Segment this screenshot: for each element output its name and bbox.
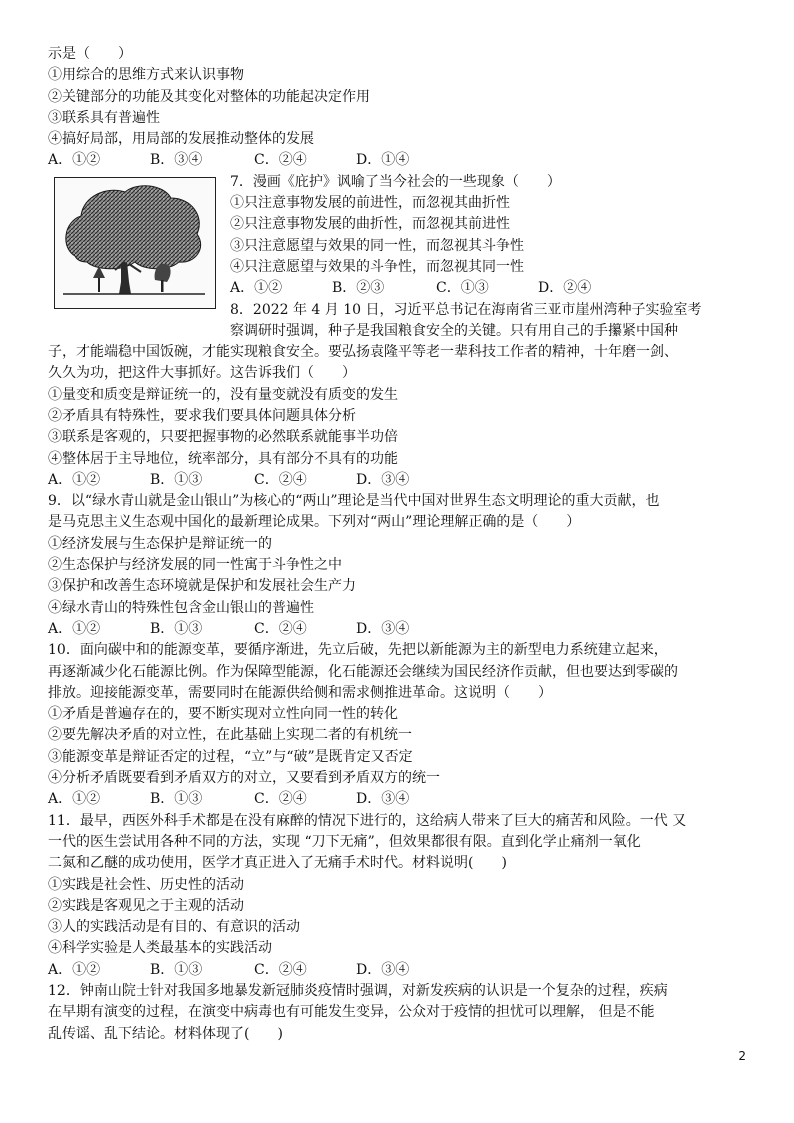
choice-a: A．①② — [48, 471, 101, 488]
question-stem: 示是（ ） — [48, 46, 132, 62]
question-stem: 子，才能端稳中国饭碗，才能实现粮食安全。要弘扬袁隆平等老一辈科技工作者的精神，十年磨一剑、 — [48, 344, 678, 361]
statement-2: ②只注意事物发展的曲折性，而忽视其前进性 — [230, 216, 510, 233]
choice-d: D．③④ — [356, 471, 410, 488]
question-7-text — [230, 172, 760, 321]
statement-2: ②矛盾具有特殊性，要求我们要具体问题具体分析 — [48, 407, 356, 424]
statement-3: ③联系是客观的，只要把握事物的必然联系就能事半功倍 — [48, 429, 398, 446]
statement-4: ④绿水青山的特殊性包含金山银山的普遍性 — [48, 599, 314, 616]
choice-c: C．②④ — [254, 791, 307, 808]
statement-3: ③人的实践活动是有目的、有意识的活动 — [48, 919, 300, 936]
question-stem: 9．以“绿水青山就是金山银山”为核心的“两山”理论是当代中国对世界生态文明理论的重大贡献，也 — [48, 493, 660, 510]
question-stem: 排放。迎接能源变革，需要同时在能源供给侧和需求侧推进革命。这说明（ ） — [48, 684, 552, 701]
choice-a: A．①② — [48, 791, 101, 808]
choice-c: C．②④ — [254, 152, 307, 169]
cartoon-tree-icon — [54, 177, 216, 309]
statement-3: ③只注意愿望与效果的同一性，而忽视其斗争性 — [230, 237, 524, 254]
choice-b: B．③④ — [150, 152, 203, 169]
statement-1: ①矛盾是普遍存在的，要不断实现对立性向同一性的转化 — [48, 706, 398, 723]
statement-4: ④分析矛盾既要看到矛盾双方的对立，又要看到矛盾双方的统一 — [48, 770, 440, 787]
statement-1: ①只注意事物发展的前进性，而忽视其曲折性 — [230, 195, 510, 212]
choice-d: D．①④ — [356, 152, 410, 169]
choice-c: C．②④ — [254, 620, 307, 637]
choice-c: C．②④ — [254, 961, 307, 978]
statement-3: ③联系具有普遍性 — [48, 109, 160, 126]
question-7 — [48, 172, 758, 321]
statement-3: ③保护和改善生态环境就是保护和发展社会生产力 — [48, 578, 356, 595]
question-6 — [48, 44, 758, 172]
choice-b: B．①③ — [150, 471, 203, 488]
statement-2: ②实践是客观见之于主观的活动 — [48, 897, 244, 914]
choice-d: D．③④ — [356, 620, 410, 637]
question-8 — [48, 321, 758, 491]
question-11 — [48, 811, 758, 981]
page-number: 2 — [738, 1049, 746, 1063]
question-stem: 察调研时强调，种子是我国粮食安全的关键。只有用自己的手攥紧中国种 — [230, 322, 678, 339]
answer-choices — [48, 470, 758, 491]
question-stem: 10．面向碳中和的能源变革，要循序渐进，先立后破，先把以新能源为主的新型电力系统建立起来， — [48, 642, 668, 659]
question-8-stem-line-1: 8．2022 年 4 月 10 日，习近平总书记在海南省三亚市崖州湾种子实验室考 — [230, 301, 702, 318]
answer-choices — [48, 619, 758, 640]
question-stem: 在早期有演变的过程，在演变中病毒也有可能发生变异，公众对于疫情的担忧可以理解， 但是不能 — [48, 1004, 655, 1021]
question-stem: 乱传谣、乱下结论。材料体现了( ) — [48, 1025, 283, 1042]
answer-choices — [48, 150, 758, 171]
choice-b: B．②③ — [332, 280, 385, 297]
statement-1: ①经济发展与生态保护是辩证统一的 — [48, 535, 272, 552]
choice-b: B．①③ — [150, 791, 203, 808]
question-stem: 7．漫画《庇护》讽喻了当今社会的一些现象（ ） — [230, 173, 561, 190]
question-stem: 12．钟南山院士针对我国多地暴发新冠肺炎疫情时强调，对新发疾病的认识是一个复杂的过程，疾病 — [48, 982, 668, 999]
statement-1: ①用综合的思维方式来认识事物 — [48, 67, 244, 84]
answer-choices — [230, 278, 760, 299]
question-stem: 是马克思主义生态观中国化的最新理论成果。下列对“两山”理论理解正确的是（ ） — [48, 514, 581, 531]
choice-d: D．②④ — [538, 280, 592, 297]
question-12 — [48, 981, 758, 1045]
statement-2: ②生态保护与经济发展的同一性寓于斗争性之中 — [48, 557, 342, 574]
choice-d: D．③④ — [356, 791, 410, 808]
statement-4: ④科学实验是人类最基本的实践活动 — [48, 940, 272, 957]
choice-b: B．①③ — [150, 620, 203, 637]
choice-c: C．①③ — [436, 280, 489, 297]
choice-a: A．①② — [48, 620, 101, 637]
statement-1: ①实践是社会性、历史性的活动 — [48, 876, 244, 893]
question-10 — [48, 640, 758, 810]
choice-a: A．①② — [48, 152, 101, 169]
statement-4: ④只注意愿望与效果的斗争性，而忽视其同一性 — [230, 258, 524, 275]
statement-4: ④搞好局部，用局部的发展推动整体的发展 — [48, 131, 314, 148]
question-stem: 一代的医生尝试用各种不同的方法，实现 “刀下无痛”，但效果都很有限。直到化学止痛剂一氧化 — [48, 833, 641, 850]
answer-choices — [48, 789, 758, 810]
statement-3: ③能源变革是辩证否定的过程，“立”与“破”是既肯定又否定 — [48, 748, 413, 765]
question-stem: 11．最早，西医外科手术都是在没有麻醉的情况下进行的，这给病人带来了巨大的痛苦和风险。一代 又 — [48, 812, 687, 829]
choice-b: B．①③ — [150, 961, 203, 978]
question-9 — [48, 491, 758, 640]
question-stem: 久久为功，把这件大事抓好。这告诉我们（ ） — [48, 365, 356, 382]
statement-2: ②关键部分的功能及其变化对整体的功能起决定作用 — [48, 88, 370, 105]
question-stem: 二氮和乙醚的成功使用，医学才真正进入了无痛手术时代。材料说明( ) — [48, 855, 507, 872]
answer-choices — [48, 960, 758, 981]
choice-d: D．③④ — [356, 961, 410, 978]
choice-a: A．①② — [230, 280, 283, 297]
question-stem: 再逐渐减少化石能源比例。作为保障型能源，化石能源还会继续为国民经济作贡献，但也要达到零碳的 — [48, 663, 678, 680]
choice-c: C．②④ — [254, 471, 307, 488]
exam-page — [48, 44, 758, 1045]
statement-1: ①量变和质变是辩证统一的，没有量变就没有质变的发生 — [48, 386, 398, 403]
choice-a: A．①② — [48, 961, 101, 978]
statement-4: ④整体居于主导地位，统率部分，具有部分不具有的功能 — [48, 450, 398, 467]
statement-2: ②要先解决矛盾的对立性，在此基础上实现二者的有机统一 — [48, 727, 412, 744]
